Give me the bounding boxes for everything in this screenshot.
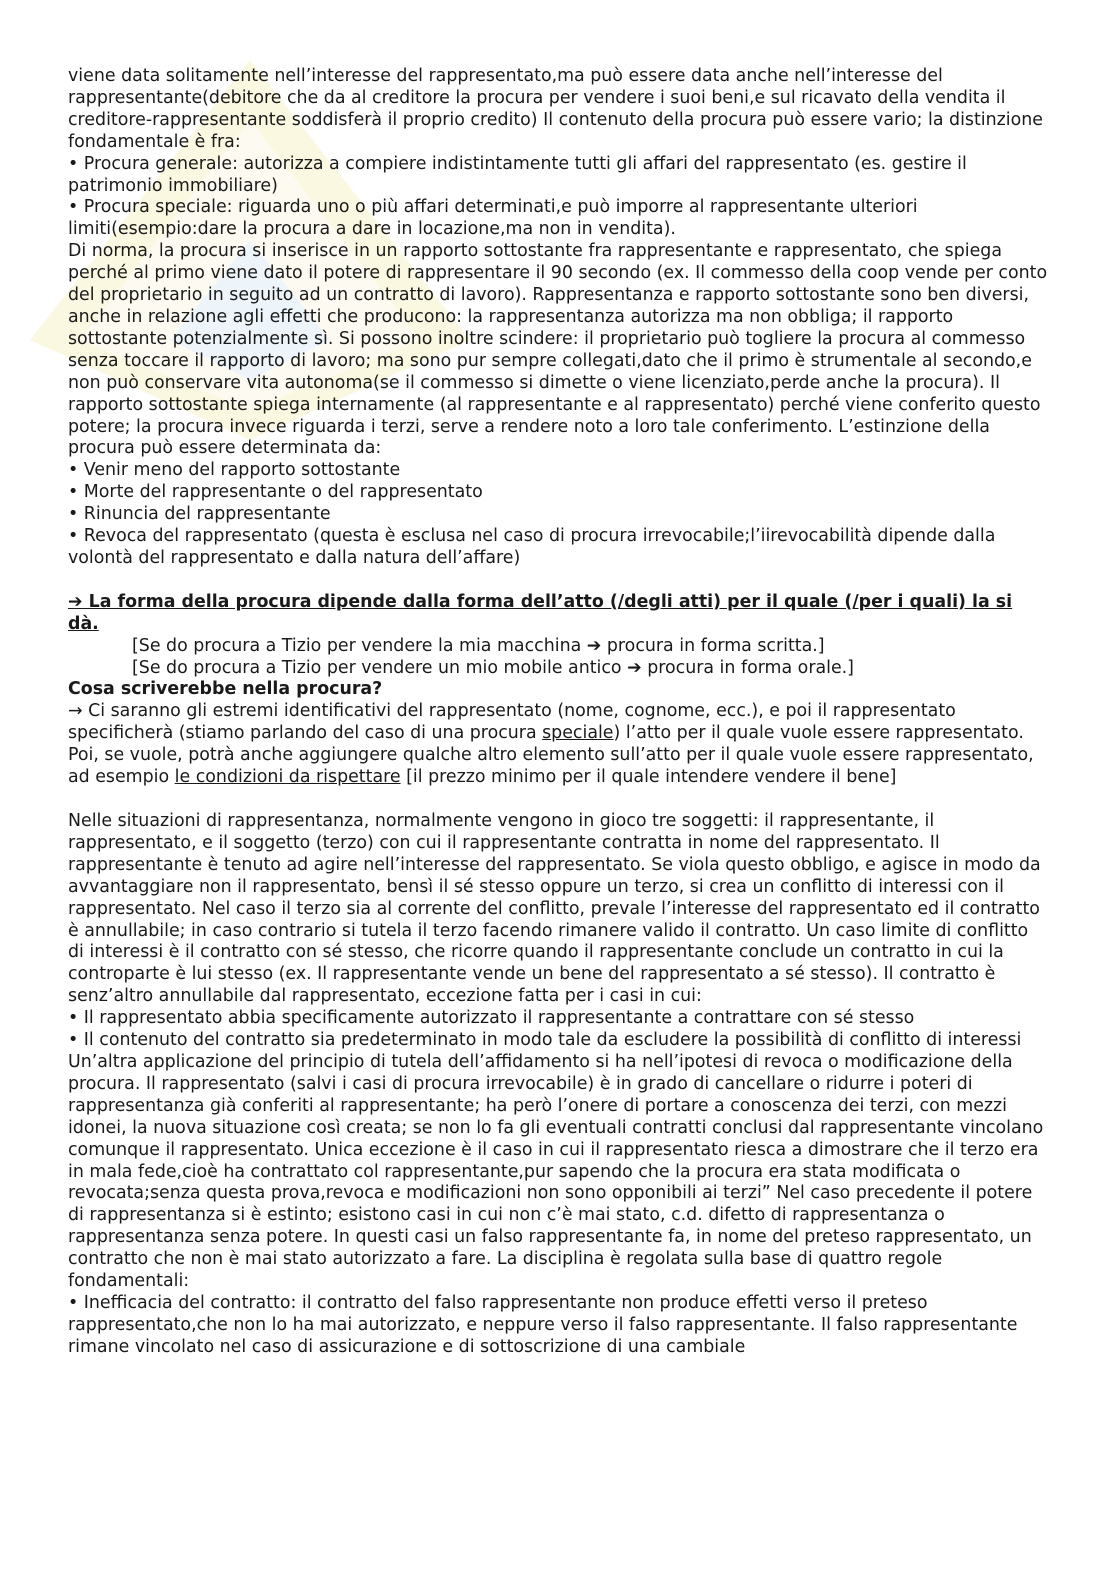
bullet-estinzione-2: • Morte del rappresentante o del rappresentato	[68, 482, 483, 503]
answer2-text-end: [il prezzo minimo per il quale intendere vendere il bene]	[400, 767, 897, 788]
spacer	[68, 570, 1048, 592]
revoca-paragraph: Un’altra applicazione del principio di tutela dell’affidamento si ha nell’ipotesi di revoca o modificazione della procura. Il rappresentato (salvi i casi di procura irrevocabile) è in grado di cancellare o ridurre i poteri di rappresentanza già conferiti al rappresentante; ha però l’onere di portare a conoscenza dei terzi, con mezzi idonei, la nuova situazione così creata; se non lo fa gli eventuali contratti conclusi dal rappresentante vincolano comunque il rappresentato. Unica eccezione è il caso in cui il rappresentato riesca a dimostrare che il terzo era in mala fede,cioè ha contrattato col rappresentante,pur sapendo che la procura era stata modificata o revocata;senza questa prova,revoca e modificazioni non sono opponibili ai terzi” Nel caso precedente il potere di rappresentanza si è estinto; esistono casi in cui non c’è mai stato, c.d. difetto di rappresentanza o rappresentanza senza potere. In questi casi un falso rappresentante fa, in nome del preteso rappresentato, un contratto che non è mai stato autorizzato a fare. La disciplina è regolata sulla base di quattro regole fondamentali:	[68, 1051, 1044, 1292]
conflitto-interessi-paragraph: Nelle situazioni di rappresentanza, normalmente vengono in gioco tre soggetti: il rappresentante, il rappresentato, e il soggetto (terzo) con cui il rappresentante contratta in nome del rappresentato. Il rappresentante è tenuto ad agire nell’interesse del rappresentato. Se viola questo obbligo, e agisce in modo da avvantaggiare non il rappresentato, bensì il sé stesso oppure un terzo, si crea un conflitto di interessi con il rappresentato. Nel caso il terzo sia al corrente del conflitto, prevale l’interesse del rappresentato ed il contratto è annullabile; in caso contrario si tutela il terzo facendo rimanere valido il contratto. Un caso limite di conflitto di interessi è il contratto con sé stesso, che ricorre quando il rappresentante conclude un contratto in cui la controparte è lui stesso (ex. Il rappresentante vende un bene del rappresentato a sé stesso). Il contratto è senz’altro annullabile dal rappresentato, eccezione fatta per i casi in cui:	[68, 811, 1041, 1007]
answer2-underlined-term: le condizioni da rispettare	[174, 767, 401, 788]
document-page	[68, 66, 1048, 1359]
answer-text-start: → Ci saranno gli estremi identificativi del rappresentato (nome, cognome, ecc.), e poi il rappresentato specificherà (stiamo parlando del caso di una procura	[68, 701, 956, 744]
bullet-eccezione-2: • Il contenuto del contratto sia predeterminato in modo tale da escludere la possibilità di conflitto di interessi	[68, 1030, 1022, 1051]
answer2-text-start: Poi, se vuole, potrà anche aggiungere qualche altro elemento sull’atto per il quale vuole essere rappresentato, ad esempio	[68, 745, 1034, 788]
bullet-procura-speciale: • Procura speciale: riguarda uno o più affari determinati,e può imporre al rappresentante ulteriori limiti(esempio:dare la procura a dare in locazione,ma non in vendita).	[68, 197, 918, 240]
bullet-estinzione-1: • Venir meno del rapporto sottostante	[68, 460, 401, 481]
example-line-2: [Se do procura a Tizio per vendere un mio mobile antico ➔ procura in forma orale.]	[132, 657, 854, 678]
bullet-eccezione-1: • Il rappresentato abbia specificamente autorizzato il rappresentante a contrattare con sé stesso	[68, 1008, 915, 1029]
bullet-estinzione-3: • Rinuncia del rappresentante	[68, 504, 331, 525]
section-heading-text: La forma della procura dipende dalla forma dell’atto (/degli atti) per il quale (/per i quali) la si dà.	[68, 591, 1013, 634]
arrow-right-icon: ➔	[68, 591, 83, 612]
bullet-inefficacia: • Inefficacia del contratto: il contratto del falso rappresentante non produce effetti verso il preteso rappresentato,che non lo ha mai autorizzato, e neppure verso il falso rappresentante. Il falso rappresentante	[68, 1292, 1018, 1335]
bullet-procura-generale: • Procura generale: autorizza a compiere indistintamente tutti gli affari del rappresentato (es. gestire il patrimonio immobiliare)	[68, 153, 967, 196]
question-heading: Cosa scriverebbe nella procura?	[68, 679, 383, 700]
example-line-1: [Se do procura a Tizio per vendere la mia macchina ➔ procura in forma scritta.]	[132, 635, 825, 656]
intro-paragraph: viene data solitamente nell’interesse del rappresentato,ma può essere data anche nell’interesse del rappresentante(debitore che da al creditore la procura per vendere i suoi beni,e sul ricavato della vendita il creditore-rappresentante soddisferà il proprio credito) Il contenuto della procura può essere vario; la distinzione fondamentale è fra:	[68, 66, 1043, 152]
answer-underlined-term: speciale	[542, 723, 614, 744]
rapporto-sottostante-paragraph: Di norma, la procura si inserisce in un rapporto sottostante fra rappresentante e rappresentato, che spiega perché al primo viene dato il potere di rappresentare il 90 secondo (ex. Il commesso della coop vende per conto del proprietario in seguito ad un contratto di lavoro). Rappresentanza e rapporto sottostante sono ben diversi, anche in relazione agli effetti che producono: la rappresentanza autorizza ma non obbliga; il rapporto sottostante potenzialmente sì. Si possono inoltre scindere: il proprietario può togliere la procura al commesso senza toccare il rapporto di lavoro; ma sono pur sempre collegati,dato che il primo è strumentale al secondo,e non può conservare vita autonoma(se il commesso si dimette o viene licenziato,perde anche la procura). Il rapporto sottostante spiega internamente (al rappresentante e al rappresentato) perché viene conferito questo potere; la procura invece riguarda i terzi, serve a rendere noto a loro tale conferimento. L’estinzione della procura può essere determinata da:	[68, 241, 1048, 459]
last-line: rimane vincolato nel caso di assicurazione e di sottoscrizione di una cambiale	[68, 1336, 746, 1357]
answer-text-end: ) l’atto per il quale vuole essere rappresentato.	[613, 723, 1024, 744]
answer-paragraph-2	[68, 745, 1048, 789]
bullet-estinzione-4: • Revoca del rappresentato (questa è esclusa nel caso di procura irrevocabile;l’iirevocabilità dipende dalla volontà del rappresentato e dalla natura dell’affare)	[68, 526, 996, 568]
answer-paragraph	[68, 701, 1048, 745]
section-heading	[68, 592, 1048, 636]
spacer	[68, 789, 1048, 811]
